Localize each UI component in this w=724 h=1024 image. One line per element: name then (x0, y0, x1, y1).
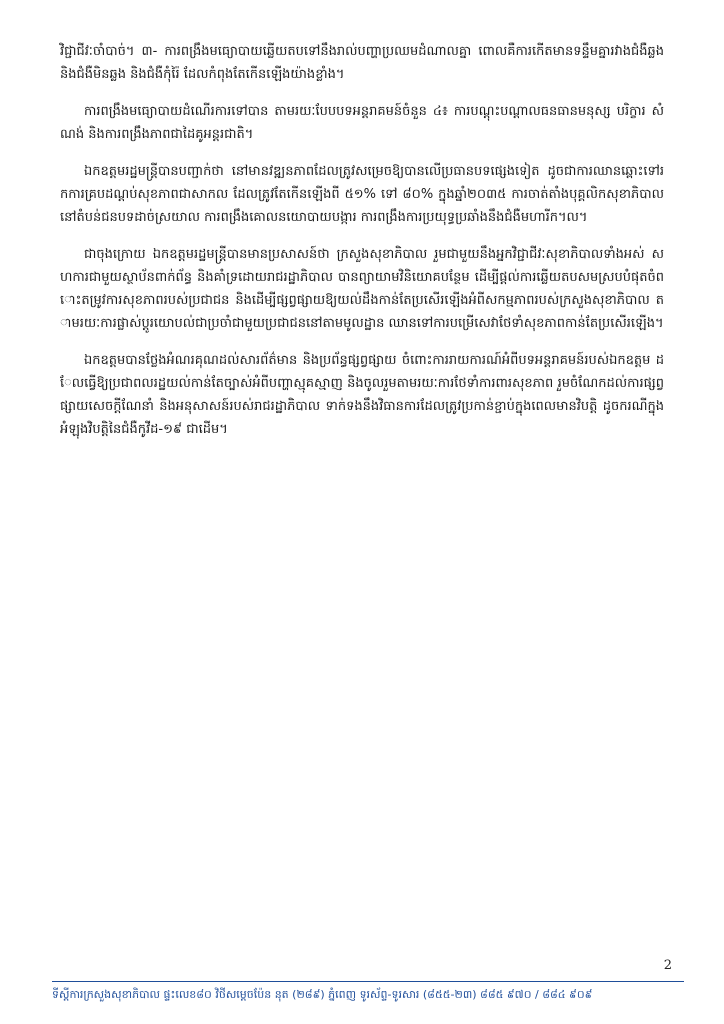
paragraph-3: ឯកឧត្តមរដ្ឋមន្ត្រីបានបញ្ជាក់ថា នៅមានវឌ្ឍនភាពដែលត្រូវសម្រេចឱ្យបានលើប្រធានបទផ្សេងទៀត ដូចជាការឈានឆ្ពោះទៅរកការគ្របដណ្តប់សុខភាពជាសាកល ដែលត្រូវតែកើនឡើងពី ៥១% ទៅ ៨០% ក្នុងឆ្នាំ២០៣៥ ការចាត់តាំងបុគ្គលិកសុខាភិបាលនៅតំបន់ជនបទដាច់ស្រយាល ការពង្រឹងគោលនយោបាយបង្ការ ការពង្រឹងការប្រយុទ្ធប្រឆាំងនឹងជំងឺមហារីក។ល។ (60, 164, 664, 225)
paragraph-5: ឯកឧត្តមបានថ្លែងអំណរគុណដល់សារព័ត៌មាន និងប្រព័ន្ធផ្សព្វផ្សាយ ចំពោះការរាយការណ៍អំពីបទអន្តរាគមន៍របស់ឯកឧត្តម ដែលធ្វើឱ្យប្រជាពលរដ្ឋយល់កាន់តែច្បាស់អំពីបញ្ហាស្មុគស្មាញ និងចូលរួមតាមរយៈការថែទាំការពារសុខភាព រួមចំណែកដល់ការផ្សព្វផ្សាយសេចក្តីណែនាំ និងអនុសាសន៍របស់រាជរដ្ឋាភិបាល ទាក់ទងនឹងវិធានការដែលត្រូវប្រកាន់ខ្ជាប់ក្នុងពេលមានវិបត្តិ ដូចករណីក្នុងអំឡុងវិបត្តិនៃជំងឺកូវីដ-១៩ ជាដើម។ (60, 353, 664, 437)
footer-divider (52, 981, 684, 982)
paragraph-4: ជាចុងក្រោយ ឯកឧត្តមរដ្ឋមន្ត្រីបានមានប្រសាសន៍ថា ក្រសួងសុខាភិបាល រួមជាមួយនឹងអ្នកវិជ្ជាជីវៈសុខាភិបាលទាំងអស់ សហការជាមួយស្ថាប័នពាក់ព័ន្ធ និងគាំទ្រដោយរាជរដ្ឋាភិបាល បានព្យាយាមវិនិយោគបន្ថែម ដើម្បីផ្តល់ការឆ្លើយតបសមស្របបំផុតចំពោះតម្រូវការសុខភាពរបស់ប្រជាជន និងដើម្បីផ្សព្វផ្សាយឱ្យយល់ដឹងកាន់តែប្រសើរឡើងអំពីសកម្មភាពរបស់ក្រសួងសុខាភិបាល តាមរយៈការផ្លាស់ប្តូរយោបល់ជាប្រចាំជាមួយប្រជាជននៅតាមមូលដ្ឋាន ឈានទៅការបម្រើសេវាថែទាំសុខភាពកាន់តែប្រសើរឡើង។ (60, 247, 664, 331)
paragraph-1: វិជ្ជាជីវៈចាំបាច់។ ៣- ការពង្រឹងមធ្យោបាយឆ្លើយតបទៅនឹងរាល់បញ្ហាប្រឈមដំណាលគ្នា ពោលគឺការកើតមានទន្ទឹមគ្នារវាងជំងឺឆ្លង និងជំងឺមិនឆ្លង និងជំងឺកុំរ៉ៃ ដែលកំពុងតែកើនឡើងយ៉ាងខ្លាំង។ (60, 44, 664, 82)
page-number: 2 (663, 958, 672, 973)
footer-address: ទីស្តីការក្រសួងសុខាភិបាល ផ្ទះលេខ៨០ វិថីសម្តេចប៉ែន នុត (២៨៩) ភ្នំពេញ ទូរស័ព្ទ-ទូរសារ (៨៥៥-២៣) ៨៨៥ ៩៧០ / ៨៨៤ ៩០៩ (52, 988, 593, 1001)
paragraph-2: ការពង្រឹងមធ្យោបាយដំណើរការទៅបាន តាមរយៈបែបបទអន្តរាគមន៍ចំនួន ៤៖ ការបណ្តុះបណ្តាលធនធានមនុស្ស បរិក្ខារ សំណង់ និងការពង្រឹងភាពជាដៃគូអន្តរជាតិ។ (60, 104, 664, 142)
body-text (60, 40, 664, 455)
